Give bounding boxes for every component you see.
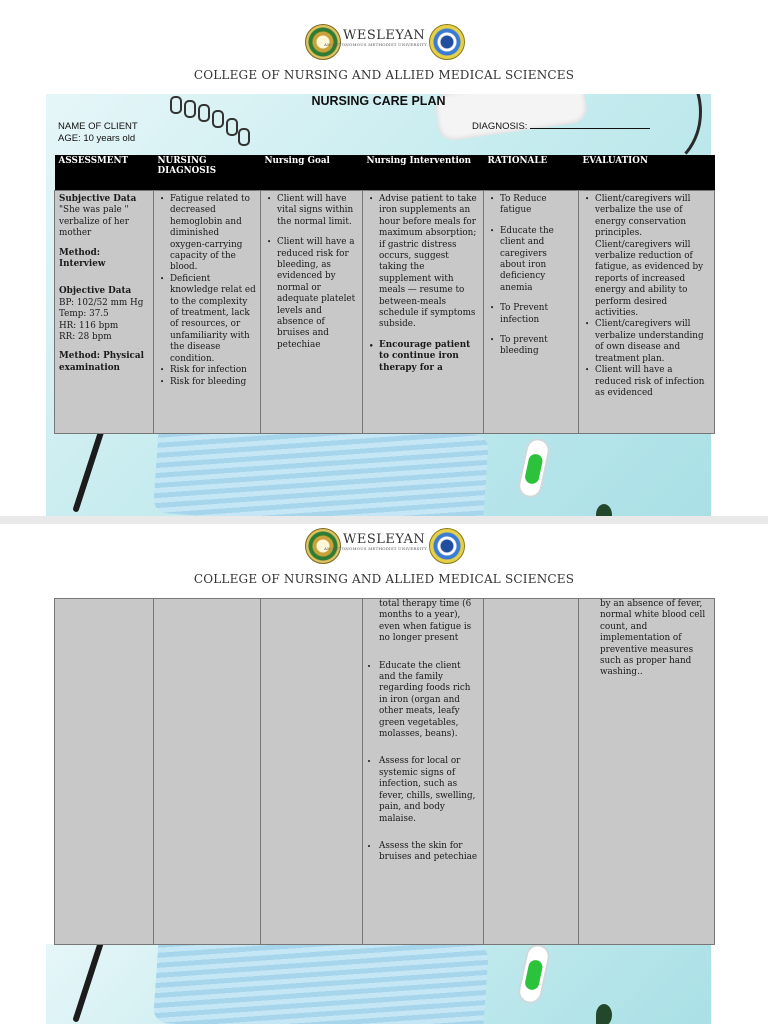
rationale-cell [484,599,579,945]
col-rationale: RATIONALE [484,155,579,191]
university-name: WESLEYAN [343,532,426,547]
care-plan-table [54,155,715,434]
background-photo [46,944,711,1024]
university-subtitle: AN AUTONOMOUS METHODIST UNIVERSITY [324,42,428,47]
table-row [55,599,715,945]
goal-cell [261,191,363,434]
leaf [596,1004,612,1024]
pen [72,944,106,1023]
list-item: • Risk for infection [170,365,256,376]
pen [72,425,106,512]
list-item: • To prevent bleeding [500,335,574,358]
list-item: • Deficient knowledge relat ed to the complexity of treatment, lack of resources, or unfamiliarity with the disease condition. [170,274,256,365]
assessment-cell: Subjective Data "She was pale " verbalize of her mother Method: Interview Objective Data BP: 102/52 mm Hg Temp: 37.5 HR: 116 bpm RR: 28 bpm Method: Physical examination [55,191,154,434]
college-name: COLLEGE OF NURSING AND ALLIED MEDICAL SCIENCES [193,68,575,82]
col-evaluation: EVALUATION [579,155,715,191]
evaluation-continued: by an absence of fever, normal white blood cell count, and implementation of preventive measures such as proper hand washing.. [600,599,706,678]
intervention-cell [363,599,484,945]
leaf [596,504,612,516]
assessment-cell [55,599,154,945]
col-assessment: ASSESSMENT [55,155,154,191]
list-item: • To Prevent infection [500,303,574,326]
list-item: • Client will have a reduced risk for bleeding, as evidenced by normal or adequate platelet levels and absence of bruises and petechiae [277,237,358,351]
intervention-continued: total therapy time (6 months to a year), even when fatigue is no longer present [379,599,472,644]
care-plan-table-continued [54,598,715,945]
thermometer [518,439,549,498]
table-header-row [55,155,715,191]
evaluation-cell [579,599,715,945]
col-nursing-diagnosis: NURSING DIAGNOSIS [154,155,261,191]
table-row [55,191,715,434]
list-item: • Client/caregivers will verbalize understanding of own disease and treatment plan. [595,319,710,365]
face-mask [153,944,489,1024]
thermometer [518,945,549,1004]
list-item: • Client will have a reduced risk of infection as evidenced [595,365,710,399]
list-item: • Client/caregivers will verbalize the use of energy conservation principles. Client/caregivers will verbalize reduction of fatigue, as evidenced by reports of increased energy and ability to perform desired activities. [595,194,710,319]
client-age: AGE: 10 years old [58,133,136,144]
diagnosis-field: DIAGNOSIS: [472,121,650,132]
university-subtitle: AN AUTONOMOUS METHODIST UNIVERSITY [324,546,428,551]
col-nursing-intervention: Nursing Intervention [363,155,484,191]
list-item: • Client will have vital signs within the normal limit. [277,194,358,228]
evaluation-cell [579,191,715,434]
list-item: • Risk for bleeding [170,377,256,388]
plan-title: NURSING CARE PLAN [311,94,446,108]
list-item: • Encourage patient to continue iron therapy for a [379,340,479,374]
rationale-cell [484,191,579,434]
goal-cell [261,599,363,945]
page-header [0,526,768,588]
list-item: • To Reduce fatigue [500,194,574,217]
intervention-cell [363,191,484,434]
list-item: • Assess the skin for bruises and petechiae [379,841,479,864]
page-header [0,22,768,84]
col-nursing-goal: Nursing Goal [261,155,363,191]
list-item: • Educate the client and caregivers about iron deficiency anemia [500,226,574,294]
diagnosis-cell [154,599,261,945]
list-item: • Educate the client and the family regarding foods rich in iron (organ and other meats, leafy green vegetables, molasses, beans). [379,661,479,741]
client-name-label: NAME OF CLIENT [58,121,138,132]
list-item: • Fatigue related to decreased hemoglobin and diminished oxygen-carrying capacity of the blood. [170,194,256,274]
diagnosis-cell [154,191,261,434]
page-2 [0,520,768,1024]
college-seal-logo [429,528,465,564]
college-name: COLLEGE OF NURSING AND ALLIED MEDICAL SCIENCES [193,572,575,586]
university-name: WESLEYAN [343,28,426,43]
list-item: • Advise patient to take iron supplements an hour before meals for maximum absorption; if gastric distress occurs, suggest taking the supplement with meals — resume to between-meals schedule if symptoms subside. [379,194,479,331]
college-seal-logo [429,24,465,60]
list-item: • Assess for local or systemic signs of infection, such as fever, chills, swelling, pain, and body malaise. [379,756,479,824]
